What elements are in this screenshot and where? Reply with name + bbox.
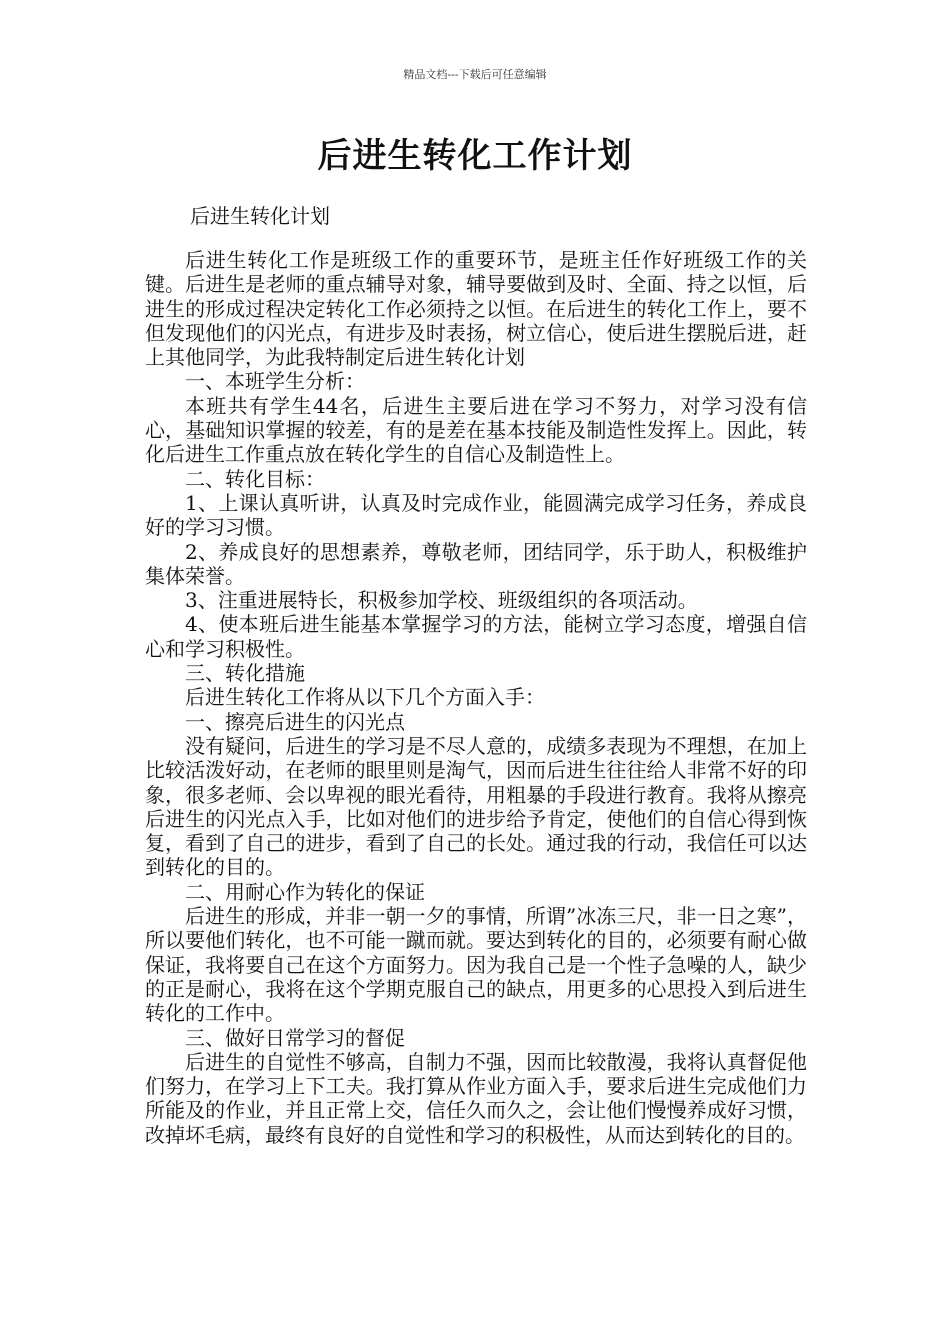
section-heading: 一、本班学生分析： (185, 369, 365, 394)
document-subtitle: 后进生转化计划 (190, 204, 330, 228)
paragraph-intro: 后进生转化工作是班级工作的重要环节，是班主任作好班级工作的关键。后进生是老师的重点辅导对象，辅导要做到及时、全面、持之以恒，后进生的形成过程决定转化工作必须持之以恒。在后进生的转化工作上，要不但发现他们的闪光点，有进步及时表扬，树立信心，使后进生摆脱后进，赶上其他同学，为此我特制定后进生转化计划 (145, 248, 807, 370)
paragraph: 后进生的自觉性不够高，自制力不强，因而比较散漫，我将认真督促他们努力，在学习上下工夫。我打算从作业方面入手，要求后进生完成他们力所能及的作业，并且正常上交，信任久而久之，会让他们慢慢养成好习惯，改掉坏毛病，最终有良好的自觉性和学习的积极性，从而达到转化的目的。 (145, 1049, 807, 1147)
list-item: 3、注重进展特长，积极参加学校、班级组织的各项活动。 (185, 588, 698, 613)
subsection-heading: 一、擦亮后进生的闪光点 (185, 709, 405, 734)
section-heading: 二、转化目标： (185, 466, 325, 491)
page-header: 精品文档---下载后可任意编辑 (403, 68, 547, 81)
subsection-heading: 二、用耐心作为转化的保证 (185, 879, 425, 904)
document-title: 后进生转化工作计划 (317, 136, 633, 176)
paragraph: 本班共有学生44名，后进生主要后进在学习不努力，对学习没有信心，基础知识掌握的较差，有的是差在基本技能及制造性发挥上。因此，转化后进生工作重点放在转化学生的自信心及制造性上。 (145, 393, 807, 467)
paragraph: 后进生的形成，并非一朝一夕的事情，所谓”冰冻三尺，非一日之寒”，所以要他们转化，也不可能一蹴而就。要达到转化的目的，必须要有耐心做保证，我将要自己在这个方面努力。因为我自己是一个性子急噪的人，缺少的正是耐心，我将在这个学期克服自己的缺点，用更多的心思投入到后进生转化的工作中。 (145, 904, 807, 1026)
document-body (145, 248, 807, 1147)
paragraph: 没有疑问，后进生的学习是不尽人意的，成绩多表现为不理想，在加上比较活泼好动，在老师的眼里则是淘气，因而后进生往往给人非常不好的印象，很多老师、会以卑视的眼光看待，用粗暴的手段进行教育。我将从擦亮后进生的闪光点入手，比如对他们的进步给予肯定，使他们的自信心得到恢复，看到了自己的进步，看到了自己的长处。通过我的行动，我信任可以达到转化的目的。 (145, 733, 807, 880)
list-item: 4、使本班后进生能基本掌握学习的方法，能树立学习态度，增强自信心和学习积极性。 (145, 612, 807, 661)
subsection-heading: 三、做好日常学习的督促 (185, 1025, 405, 1050)
section-heading: 三、转化措施 (185, 661, 305, 686)
list-item: 2、养成良好的思想素养，尊敬老师，团结同学，乐于助人，积极维护集体荣誉。 (145, 539, 807, 588)
paragraph: 后进生转化工作将从以下几个方面入手： (185, 685, 545, 710)
list-item: 1、上课认真听讲，认真及时完成作业，能圆满完成学习任务，养成良好的学习习惯。 (145, 490, 807, 540)
